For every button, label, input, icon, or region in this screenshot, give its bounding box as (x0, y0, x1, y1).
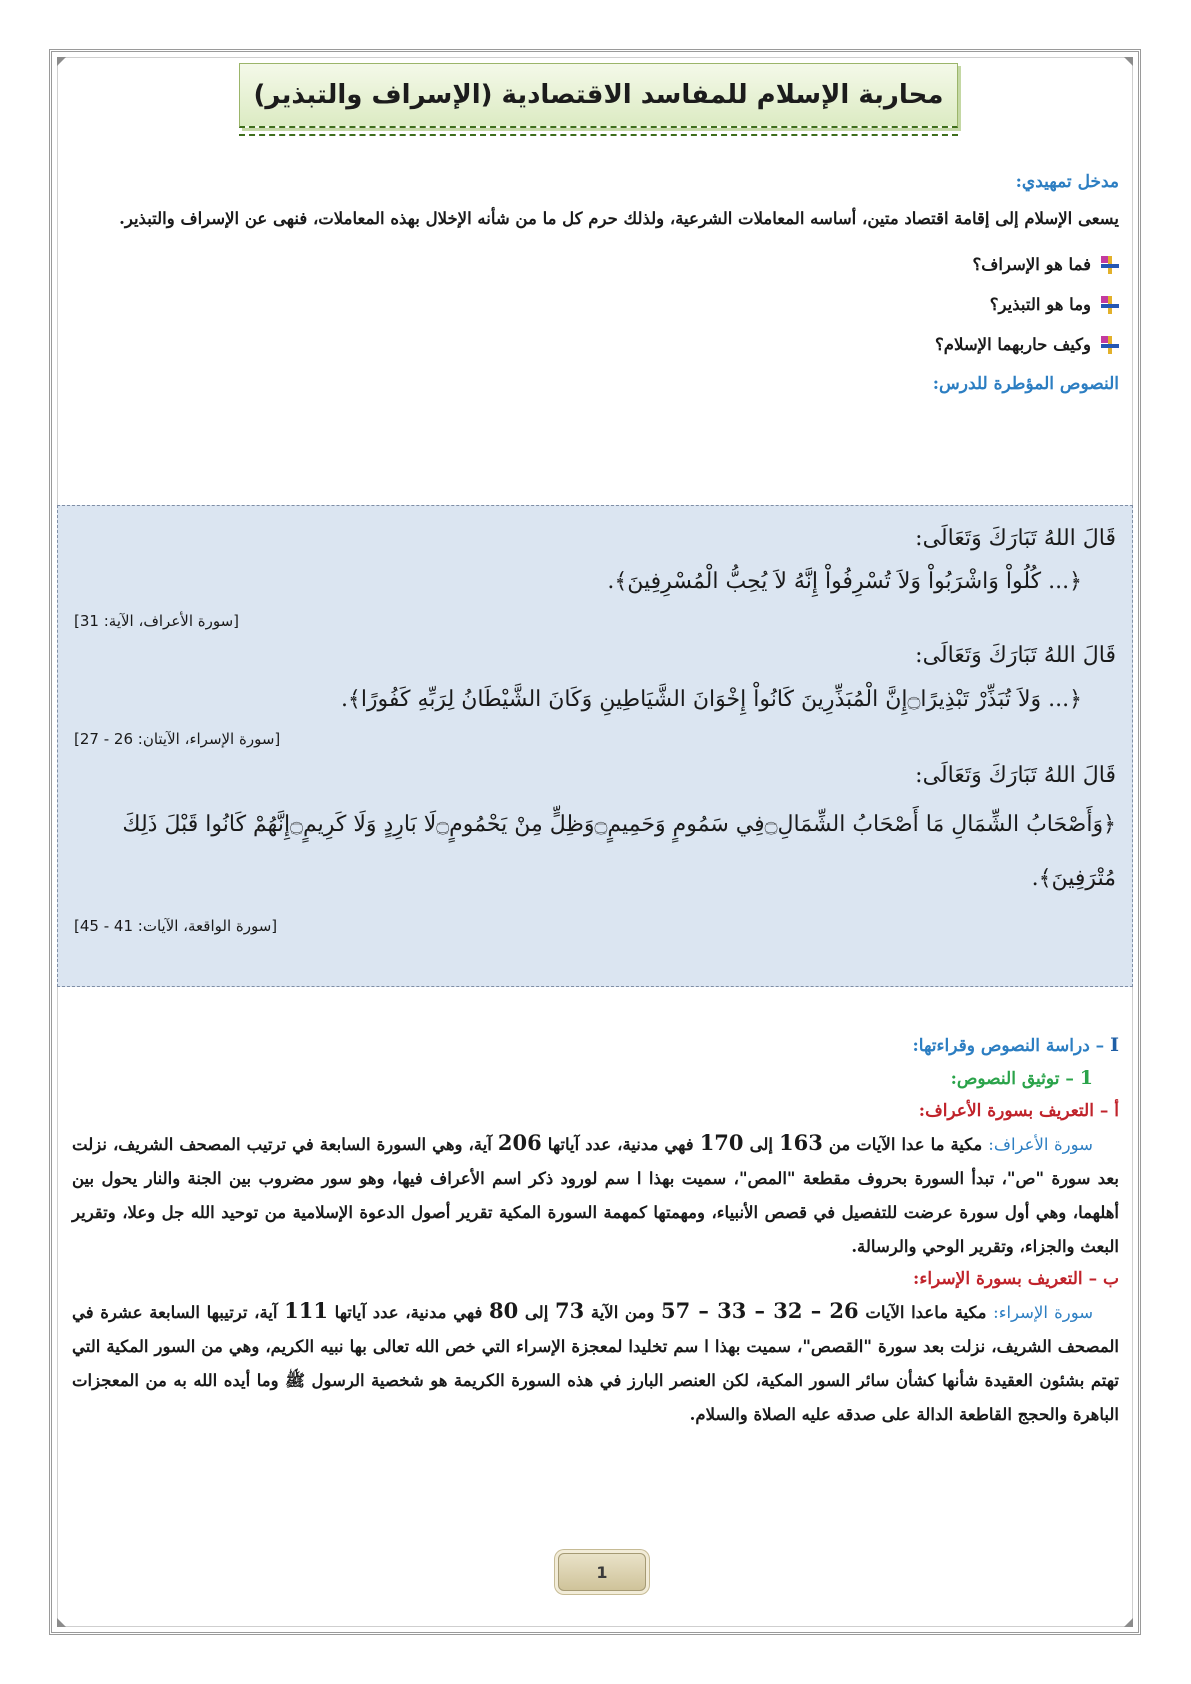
quran-verse: ﴿... وَلاَ تُبَذِّرْ تَبْذِيرًا۝إِنَّ الْمُبَذِّرِينَ كَانُواْ إِخْوَانَ الشَّيَاطِينِ وَكَانَ الشَّيْطَانُ لِرَبِّهِ كَفُورًا﴾. (340, 687, 1082, 712)
paragraph-text: مكية ماعدا الآيات (865, 1303, 987, 1322)
paragraph-text: مكية ما عدا الآيات من (828, 1135, 983, 1154)
quran-verse: ﴿وَأَصْحَابُ الشِّمَالِ مَا أَصْحَابُ الشِّمَالِ۝فِي سَمُومٍ وَحَمِيمٍ۝وَظِلٍّ مِنْ يَحْمُومٍ۝لَا بَارِدٍ وَلَا كَرِيمٍ۝إِنَّهُمْ كَانُوا قَبْلَ ذَلِكَ مُتْرَفِينَ﴾. (122, 812, 1116, 891)
page-number: 1 (558, 1553, 646, 1591)
quran-block (74, 754, 1116, 946)
paragraph-lead: سورة الإسراء: (993, 1303, 1094, 1322)
bullet-cross-icon (1101, 256, 1119, 274)
verse-number: 80 (489, 1298, 519, 1323)
paragraph-text: ومن الآية (590, 1303, 655, 1322)
question-text: فما هو الإسراف؟ (972, 255, 1091, 274)
quran-intro: قَالَ اللهُ تَبَارَكَ وَتَعَالَى: (915, 763, 1116, 788)
paragraph-text: فهي مدنية، عدد آياتها (334, 1303, 483, 1322)
bullet-cross-icon (1101, 296, 1119, 314)
quran-texts-box (57, 505, 1133, 987)
corner-ornament (57, 1618, 66, 1627)
verse-count: 111 (284, 1298, 329, 1323)
verse-number: 163 (778, 1130, 823, 1155)
verse-number: 170 (699, 1130, 744, 1155)
corner-ornament (1124, 57, 1133, 66)
texts-label: النصوص المؤطرة للدرس: (932, 374, 1119, 394)
list-item (72, 245, 1119, 285)
intro-section (72, 168, 1119, 399)
quran-intro: قَالَ اللهُ تَبَارَكَ وَتَعَالَى: (915, 643, 1116, 668)
quran-reference: [سورة الأعراف، الآية: 31] (74, 612, 240, 630)
verse-number: 26 – 32 – 33 – 57 (660, 1298, 859, 1323)
intro-label: مدخل تمهيدي: (1015, 172, 1119, 192)
question-text: وكيف حاربهما الإسلام؟ (935, 335, 1091, 354)
section-title: – دراسة النصوص وقراءتها: (912, 1036, 1105, 1056)
paragraph-b (72, 1294, 1119, 1432)
quran-intro: قَالَ اللهُ تَبَارَكَ وَتَعَالَى: (915, 526, 1116, 551)
question-list (72, 245, 1119, 365)
page-title: محاربة الإسلام للمفاسد الاقتصادية (الإسراف والتبذير) (239, 63, 958, 128)
quran-reference: [سورة الواقعة، الآيات: 41 - 45] (74, 917, 278, 935)
heading-b: ب – التعريف بسورة الإسراء: (913, 1269, 1119, 1289)
paragraph-lead: سورة الأعراف: (988, 1135, 1093, 1154)
list-item (72, 285, 1119, 325)
quran-reference: [سورة الإسراء، الآيتان: 26 - 27] (74, 730, 281, 748)
paragraph-text: آية، وهي السورة السابعة في ترتيب المصحف الشريف، نزلت بعد سورة "ص"، تبدأ السورة بحروف مقطعة "المص"، سميت بهذا ا سم لورود ذكر اسم الأعراف فيها، وهو سور مضروب بين الجنة والنار يحول بين أهلهما، وهي أول سورة عرضت للتفصيل في قصص الأنبياء، ومهمتها كمهمة السورة المكية تقرير أصول الدعوة الإسلامية من توحيد الله جل وعلا، وتقرير البعث والجزاء، وتقرير الوحي والرسالة. (72, 1135, 1119, 1256)
paragraph-a (72, 1126, 1119, 1264)
quran-block (74, 636, 1116, 754)
paragraph-text: إلى (524, 1303, 549, 1322)
section-heading (72, 1030, 1119, 1061)
quran-block (74, 520, 1116, 636)
paragraph-text: آية، ترتيبها السابعة عشرة في المصحف الشريف، نزلت بعد سورة "القصص"، سميت بهذا ا سم تخليدا لمعجزة الإسراء التي خص الله تعالى بها نبيه الكريم، وهي من السور المكية التي تهتم بشئون العقيدة شأنها كشأن سائر السور المكية، لكن العنصر البارز في هذه السورة الكريمة هو شخصية الرسول ﷺ وما أيده الله به من المعجزات الباهرة والحجج القاطعة الدالة على صدقه عليه الصلاة والسلام. (72, 1303, 1119, 1424)
subsection-number: 1 (1079, 1067, 1093, 1089)
quran-verse: ﴿... كُلُواْ وَاشْرَبُواْ وَلاَ تُسْرِفُواْ إِنَّهُ لاَ يُحِبُّ الْمُسْرِفِينَ﴾. (607, 569, 1082, 594)
paragraph-text: فهي مدنية، عدد آياتها (547, 1135, 694, 1154)
intro-paragraph: يسعى الإسلام إلى إقامة اقتصاد متين، أساسه المعاملات الشرعية، ولذلك حرم كل ما من شأنه الإخلال بهذه المعاملات، فنهى عن الإسراف والتبذير. (119, 209, 1119, 228)
bullet-cross-icon (1101, 336, 1119, 354)
list-item (72, 325, 1119, 365)
corner-ornament (1124, 1618, 1133, 1627)
subsection-heading (72, 1061, 1119, 1096)
section-number: I (1110, 1034, 1119, 1056)
paragraph-text: إلى (749, 1135, 773, 1154)
corner-ornament (57, 57, 66, 66)
subsection-title: – توثيق النصوص: (950, 1069, 1074, 1089)
heading-a: أ – التعريف بسورة الأعراف: (918, 1101, 1119, 1121)
verse-count: 206 (497, 1130, 542, 1155)
verse-number: 73 (554, 1298, 585, 1323)
question-text: وما هو التبذير؟ (989, 295, 1091, 314)
study-section (72, 1030, 1119, 1432)
